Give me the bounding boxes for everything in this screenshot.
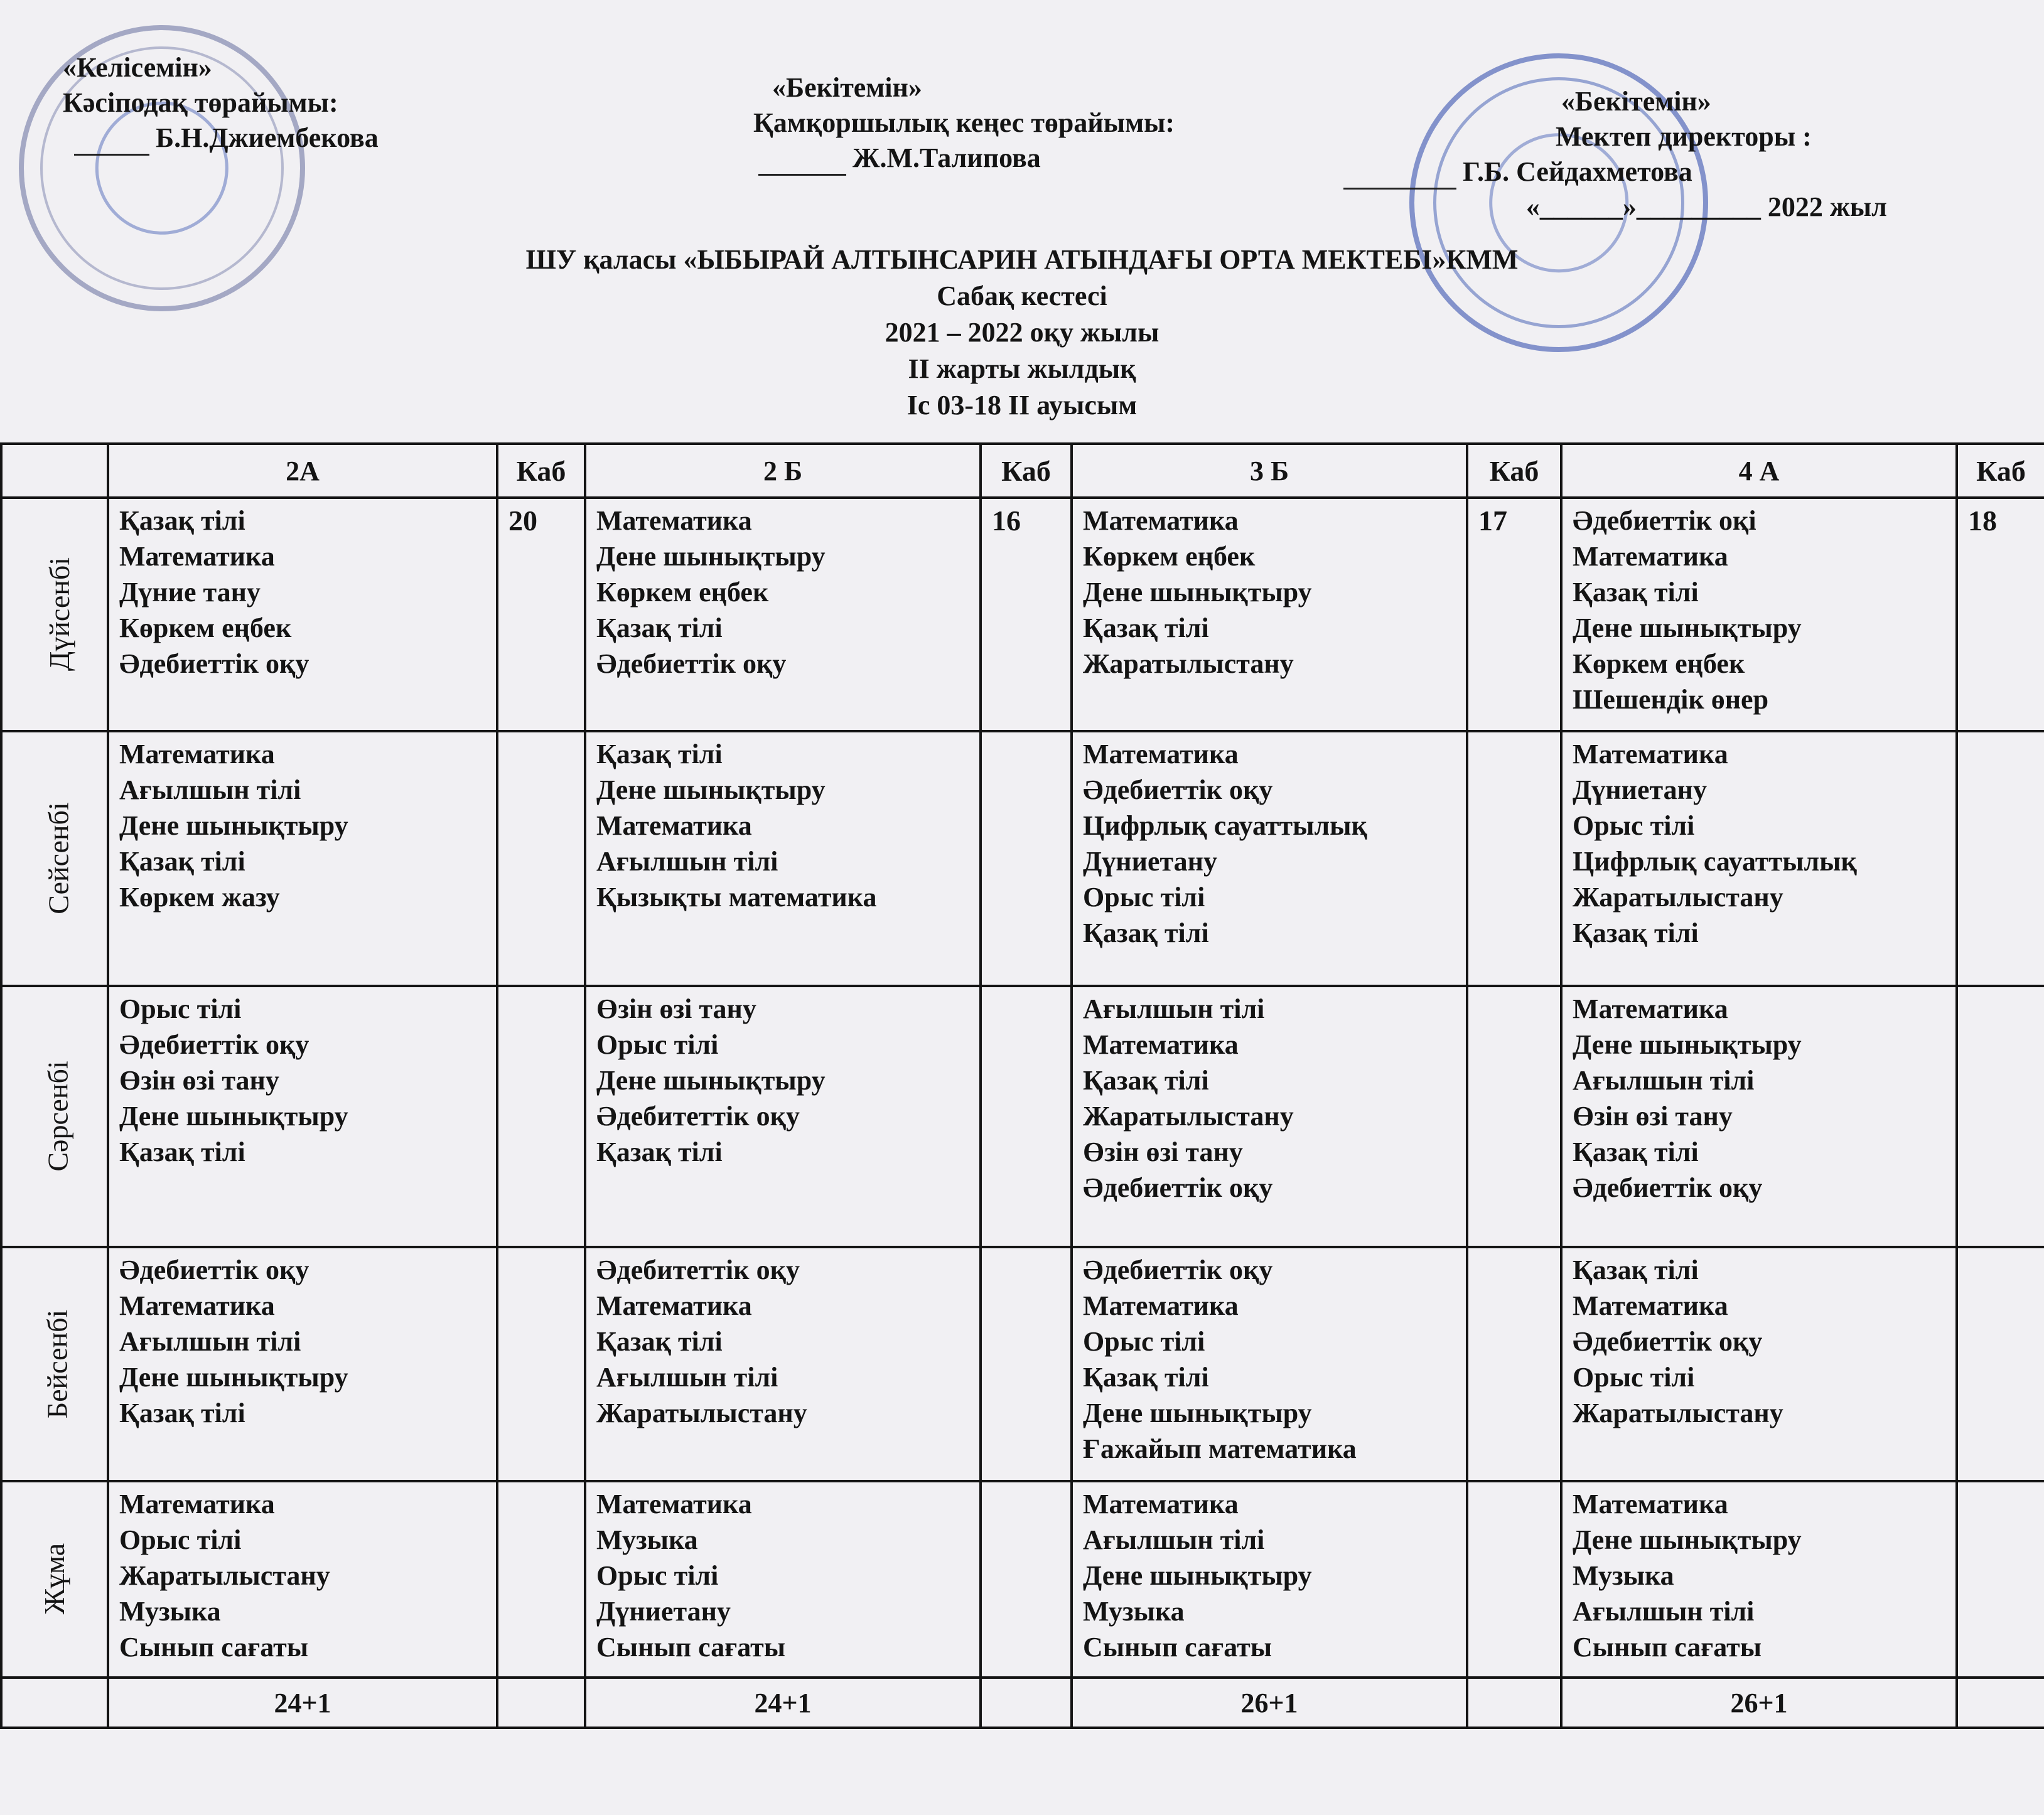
lesson-item: Ағылшын тілі — [1573, 1595, 1755, 1627]
lesson-item: Өзін өзі тану — [119, 1065, 279, 1096]
lesson-item: Математика — [1083, 1488, 1239, 1519]
total-hours: 24+1 — [585, 1678, 981, 1728]
lesson-item: Математика — [1083, 1290, 1239, 1322]
lesson-item: Дене шынықтыру — [119, 1362, 348, 1393]
approval-left-title: «Келісемін» — [63, 52, 212, 83]
approval-left-name: Б.Н.Джиембекова — [156, 122, 379, 153]
lessons-cell — [108, 731, 497, 986]
lesson-item: Қызықты математика — [596, 882, 877, 913]
lesson-item: Орыс тілі — [1573, 1362, 1695, 1393]
class-header: 4 А — [1561, 444, 1957, 498]
approval-left-role: Кәсіподақ төрайымы: — [63, 87, 338, 118]
lesson-item: Ағылшын тілі — [119, 1326, 301, 1357]
lessons-cell — [1072, 1481, 1467, 1678]
lesson-item: Өзін өзі тану — [1083, 1137, 1243, 1168]
day-name: Жұма — [38, 1543, 71, 1615]
total-cab-empty — [497, 1678, 585, 1728]
day-name: Дүйсенбі — [43, 557, 76, 672]
lesson-item: Дене шынықтыру — [1083, 577, 1312, 608]
lesson-item: Әдебитеттік оқу — [596, 1101, 800, 1132]
approval-middle-name: Ж.М.Талипова — [853, 142, 1041, 173]
lesson-item: Жаратылыстану — [1573, 882, 1783, 913]
lesson-item: Жаратылыстану — [1083, 1101, 1294, 1132]
lessons-cell — [1561, 498, 1957, 731]
lesson-item: Ағылшын тілі — [596, 846, 778, 877]
day-name: Сәрсенбі — [41, 1061, 74, 1172]
lesson-item: Қазақ тілі — [119, 846, 245, 877]
lesson-item: Сынып сағаты — [1083, 1631, 1272, 1662]
lesson-item: Математика — [596, 1290, 752, 1322]
lesson-item: Дене шынықтыру — [1573, 1029, 1802, 1061]
lessons-cell — [1561, 731, 1957, 986]
lesson-item: Математика — [1573, 739, 1728, 770]
lesson-item: Жаратылыстану — [1083, 648, 1294, 679]
total-hours: 26+1 — [1561, 1678, 1957, 1728]
lessons-cell — [108, 986, 497, 1247]
lesson-item: Әдебиеттік оқу — [1083, 1172, 1273, 1204]
lesson-item: Қазақ тілі — [596, 1137, 723, 1168]
cab-number — [981, 1481, 1072, 1678]
lesson-item: Цифрлық сауаттылық — [1083, 810, 1367, 842]
lesson-item: Дене шынықтыру — [596, 541, 826, 572]
cab-number: 20 — [497, 498, 585, 731]
lessons-cell — [585, 1481, 981, 1678]
day-cell — [1, 1481, 108, 1678]
day-row — [1, 986, 2044, 1247]
lesson-item: Математика — [1083, 505, 1239, 536]
lesson-item: Дене шынықтыру — [596, 774, 826, 806]
lesson-item: Ағылшын тілі — [1083, 993, 1265, 1025]
cab-number — [497, 1247, 585, 1480]
lessons-cell — [108, 1247, 497, 1480]
cab-number — [1467, 986, 1561, 1247]
lesson-item: Цифрлық сауаттылық — [1573, 846, 1857, 877]
lesson-item: Көркем еңбек — [596, 577, 769, 608]
lesson-item: Әдебиеттік оқу — [119, 1029, 309, 1061]
cab-number — [1957, 1481, 2044, 1678]
lesson-item: Математика — [119, 541, 275, 572]
cab-number: 16 — [981, 498, 1072, 731]
totals-row — [1, 1678, 2044, 1728]
lesson-item: Жаратылыстану — [1573, 1398, 1783, 1429]
lesson-item: Орыс тілі — [596, 1029, 719, 1061]
lesson-item: Қазақ тілі — [119, 1137, 245, 1168]
header-row — [1, 444, 2044, 498]
lesson-item: Ағылшын тілі — [596, 1362, 778, 1393]
approval-middle-title: «Бекітемін» — [772, 72, 922, 103]
cab-number — [981, 1247, 1072, 1480]
totals-corner — [1, 1678, 108, 1728]
document-titles — [0, 242, 2044, 424]
approval-middle-role: Қамқоршылық кеңес төрайымы: — [753, 107, 1175, 138]
lessons-cell — [1561, 1481, 1957, 1678]
total-cab-empty — [981, 1678, 1072, 1728]
lesson-item: Қазақ тілі — [119, 1398, 245, 1429]
day-row — [1, 1481, 2044, 1678]
lesson-item: Сынып сағаты — [596, 1631, 786, 1662]
lesson-item: Әдебиеттік оқу — [1083, 1255, 1273, 1286]
cab-number — [497, 1481, 585, 1678]
lessons-cell — [585, 1247, 981, 1480]
lesson-item: Жаратылыстану — [596, 1398, 807, 1429]
lesson-item: Қазақ тілі — [1083, 918, 1209, 949]
approval-left-signature — [63, 120, 379, 156]
cab-number — [1957, 731, 2044, 986]
lesson-item: Әдебиеттік оқу — [1573, 1172, 1763, 1204]
approval-right-date: «______»_________ 2022 жыл — [1525, 191, 1887, 222]
lesson-item: Дүниетану — [1573, 774, 1708, 806]
lesson-item: Музыка — [119, 1595, 221, 1627]
schedule-table — [0, 442, 2044, 1729]
approval-middle-signature — [753, 141, 1175, 176]
lessons-cell — [1072, 1247, 1467, 1480]
cab-number — [497, 731, 585, 986]
lesson-item: Әдебиеттік оқу — [119, 648, 309, 679]
lesson-item: Музыка — [596, 1524, 698, 1555]
cab-number — [1957, 986, 2044, 1247]
cab-number — [1467, 1247, 1561, 1480]
day-name: Сейсенбі — [42, 802, 75, 915]
day-name: Бейсенбі — [41, 1309, 73, 1418]
lesson-item: Қазақ тілі — [119, 505, 245, 536]
lesson-item: Орыс тілі — [119, 993, 242, 1025]
lesson-item: Қазақ тілі — [1573, 577, 1699, 608]
lesson-item: Әдебиеттік оқу — [596, 648, 787, 679]
day-cell — [1, 498, 108, 731]
cab-header: Каб — [1467, 444, 1561, 498]
lessons-cell — [1072, 986, 1467, 1247]
lesson-item: Дүниетану — [1083, 846, 1218, 877]
lesson-item: Қазақ тілі — [1573, 918, 1699, 949]
lessons-cell — [108, 498, 497, 731]
lesson-item: Әдебиеттік оқі — [1573, 505, 1756, 536]
lesson-item: Дене шынықтыру — [119, 1101, 348, 1132]
lesson-item: Математика — [119, 739, 275, 770]
lesson-item: Орыс тілі — [1083, 882, 1205, 913]
cab-number — [497, 986, 585, 1247]
lessons-cell — [1561, 1247, 1957, 1480]
lesson-item: Математика — [1083, 739, 1239, 770]
approval-right-name: Г.Б. Сейдахметова — [1463, 156, 1692, 187]
lesson-item: Әдебитеттік оқу — [596, 1255, 800, 1286]
lesson-item: Сынып сағаты — [1573, 1631, 1762, 1662]
class-header: 2 Б — [585, 444, 981, 498]
lesson-item: Дене шынықтыру — [119, 810, 348, 842]
day-cell — [1, 1247, 108, 1480]
lesson-item: Қазақ тілі — [596, 1326, 723, 1357]
academic-year: 2021 – 2022 оқу жылы — [885, 317, 1159, 348]
day-row — [1, 731, 2044, 986]
lesson-item: Көркем еңбек — [1083, 541, 1256, 572]
lesson-item: Көркем еңбек — [119, 613, 292, 643]
lesson-item: Дене шынықтыру — [1573, 613, 1802, 643]
lessons-cell — [585, 986, 981, 1247]
total-hours: 26+1 — [1072, 1678, 1467, 1728]
lesson-item: Дүниетану — [596, 1595, 731, 1627]
lesson-item: Математика — [119, 1290, 275, 1322]
cab-number — [1467, 1481, 1561, 1678]
class-header: 3 Б — [1072, 444, 1467, 498]
lesson-item: Математика — [596, 1488, 752, 1519]
approval-right-signature — [1343, 154, 1887, 190]
cab-number — [1957, 1247, 2044, 1480]
approval-left — [63, 50, 379, 156]
approval-middle — [753, 70, 1175, 176]
total-cab-empty — [1467, 1678, 1561, 1728]
school-name: ШУ қаласы «ЫБЫРАЙ АЛТЫНСАРИН АТЫНДАҒЫ ОРТА МЕКТЕБІ»КММ — [525, 244, 1519, 275]
lesson-item: Қазақ тілі — [1083, 1362, 1209, 1393]
lesson-item: Қазақ тілі — [596, 739, 723, 770]
lesson-item: Жаратылыстану — [119, 1560, 330, 1591]
cab-number — [981, 731, 1072, 986]
lesson-item: Қазақ тілі — [1573, 1255, 1699, 1286]
lesson-item: Қазақ тілі — [1573, 1137, 1699, 1168]
lesson-item: Математика — [1573, 1488, 1728, 1519]
cab-number: 18 — [1957, 498, 2044, 731]
lesson-item: Математика — [596, 505, 752, 536]
lessons-cell — [585, 731, 981, 986]
corner-cell — [1, 444, 108, 498]
approval-right — [1343, 84, 1887, 225]
lesson-item: Өзін өзі тану — [1573, 1101, 1733, 1132]
lesson-item: Орыс тілі — [596, 1560, 719, 1591]
lesson-item: Ағылшын тілі — [1083, 1524, 1265, 1555]
lesson-item: Өзін өзі тану — [596, 993, 756, 1025]
lesson-item: Қазақ тілі — [1083, 1065, 1209, 1096]
lesson-item: Қазақ тілі — [596, 613, 723, 643]
lesson-item: Математика — [1083, 1029, 1239, 1061]
approval-right-role: Мектеп директоры : — [1555, 121, 1812, 152]
lesson-item: Көркем еңбек — [1573, 648, 1745, 679]
cab-header: Каб — [497, 444, 585, 498]
cab-header: Каб — [1957, 444, 2044, 498]
day-cell — [1, 731, 108, 986]
lesson-item: Әдебиеттік оқу — [1083, 774, 1273, 806]
lesson-item: Көркем жазу — [119, 882, 280, 913]
class-header: 2А — [108, 444, 497, 498]
lesson-item: Әдебиеттік оқу — [119, 1255, 309, 1286]
lesson-item: Математика — [1573, 1290, 1728, 1322]
lesson-item: Дене шынықтыру — [1083, 1560, 1312, 1591]
cab-number — [981, 986, 1072, 1247]
lesson-item: Шешендік өнер — [1573, 684, 1769, 715]
cab-number — [1467, 731, 1561, 986]
lesson-item: Орыс тілі — [1083, 1326, 1205, 1357]
lesson-item: Дүние тану — [119, 577, 261, 608]
lessons-cell — [1072, 731, 1467, 986]
cab-number: 17 — [1467, 498, 1561, 731]
lesson-item: Ағылшын тілі — [1573, 1065, 1755, 1096]
lessons-cell — [585, 498, 981, 731]
lessons-cell — [1072, 498, 1467, 731]
lesson-item: Математика — [119, 1488, 275, 1519]
lesson-item: Математика — [1573, 993, 1728, 1025]
lessons-cell — [108, 1481, 497, 1678]
day-row — [1, 1247, 2044, 1480]
approval-right-title: «Бекітемін» — [1561, 86, 1711, 117]
lesson-item: Сынып сағаты — [119, 1631, 309, 1662]
lesson-item: Дене шынықтыру — [1083, 1398, 1312, 1429]
total-cab-empty — [1957, 1678, 2044, 1728]
lesson-item: Ағылшын тілі — [119, 774, 301, 806]
lesson-item: Математика — [596, 810, 752, 842]
lesson-item: Дене шынықтыру — [1573, 1524, 1802, 1555]
day-row — [1, 498, 2044, 731]
lesson-item: Математика — [1573, 541, 1728, 572]
lesson-item: Әдебиеттік оқу — [1573, 1326, 1763, 1357]
total-hours: 24+1 — [108, 1678, 497, 1728]
lesson-item: Орыс тілі — [1573, 810, 1695, 842]
lesson-item: Музыка — [1573, 1560, 1674, 1591]
document-name: Сабақ кестесі — [937, 281, 1107, 311]
lesson-item: Қазақ тілі — [1083, 613, 1209, 643]
cab-header: Каб — [981, 444, 1072, 498]
lesson-item: Ғажайып математика — [1083, 1433, 1357, 1465]
lessons-cell — [1561, 986, 1957, 1247]
lesson-item: Дене шынықтыру — [596, 1065, 826, 1096]
document-code: Іс 03-18 ІІ ауысым — [906, 390, 1138, 420]
lesson-item: Орыс тілі — [119, 1524, 242, 1555]
half-year: ІІ жарты жылдық — [908, 353, 1136, 384]
day-cell — [1, 986, 108, 1247]
lesson-item: Музыка — [1083, 1595, 1185, 1627]
